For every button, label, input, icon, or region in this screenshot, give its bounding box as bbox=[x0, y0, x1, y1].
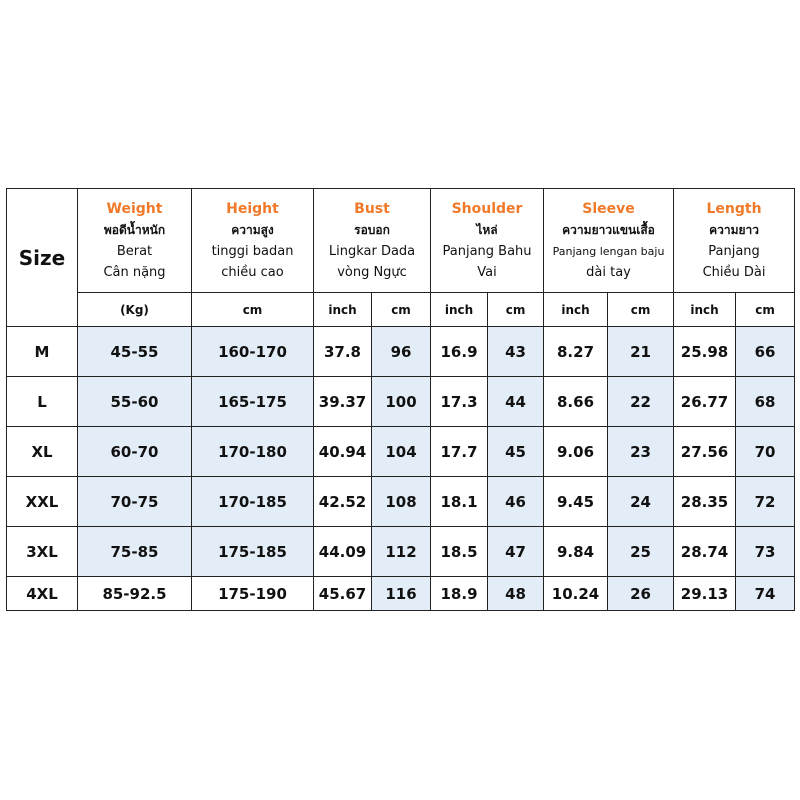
length-header: Length ความยาว Panjang Chiều Dài bbox=[674, 189, 795, 293]
unit-cell: inch bbox=[544, 293, 608, 327]
unit-cell: inch bbox=[674, 293, 736, 327]
table-cell: 100 bbox=[372, 377, 431, 427]
table-cell: 160-170 bbox=[192, 327, 314, 377]
table-cell: 108 bbox=[372, 477, 431, 527]
bust-header: Bust รอบอก Lingkar Dada vòng Ngực bbox=[314, 189, 431, 293]
table-cell: 85-92.5 bbox=[78, 577, 192, 611]
table-cell: 96 bbox=[372, 327, 431, 377]
table-cell: 18.5 bbox=[431, 527, 488, 577]
unit-cell: cm bbox=[488, 293, 544, 327]
table-cell: 27.56 bbox=[674, 427, 736, 477]
table-cell: 60-70 bbox=[78, 427, 192, 477]
unit-cell: cm bbox=[192, 293, 314, 327]
table-cell: 45-55 bbox=[78, 327, 192, 377]
table-cell: 74 bbox=[736, 577, 795, 611]
size-cell: XXL bbox=[7, 477, 78, 527]
table-cell: 46 bbox=[488, 477, 544, 527]
unit-cell: cm bbox=[372, 293, 431, 327]
table-cell: 26 bbox=[608, 577, 674, 611]
table-cell: 22 bbox=[608, 377, 674, 427]
table-cell: 48 bbox=[488, 577, 544, 611]
table-cell: 9.84 bbox=[544, 527, 608, 577]
table-cell: 37.8 bbox=[314, 327, 372, 377]
table-cell: 18.1 bbox=[431, 477, 488, 527]
table-cell: 42.52 bbox=[314, 477, 372, 527]
weight-header: Weight พอดีน้ำหนัก Berat Cân nặng bbox=[78, 189, 192, 293]
table-cell: 55-60 bbox=[78, 377, 192, 427]
unit-cell: cm bbox=[608, 293, 674, 327]
shoulder-header: Shoulder ไหล่ Panjang Bahu Vai bbox=[431, 189, 544, 293]
table-cell: 40.94 bbox=[314, 427, 372, 477]
table-cell: 9.45 bbox=[544, 477, 608, 527]
size-cell: M bbox=[7, 327, 78, 377]
table-cell: 66 bbox=[736, 327, 795, 377]
table-cell: 17.3 bbox=[431, 377, 488, 427]
table-cell: 175-185 bbox=[192, 527, 314, 577]
table-cell: 9.06 bbox=[544, 427, 608, 477]
table-cell: 44.09 bbox=[314, 527, 372, 577]
size-cell: 4XL bbox=[7, 577, 78, 611]
table-cell: 39.37 bbox=[314, 377, 372, 427]
table-cell: 24 bbox=[608, 477, 674, 527]
table-cell: 10.24 bbox=[544, 577, 608, 611]
table-cell: 44 bbox=[488, 377, 544, 427]
unit-cell: (Kg) bbox=[78, 293, 192, 327]
table-row bbox=[7, 377, 795, 427]
table-cell: 70 bbox=[736, 427, 795, 477]
table-cell: 25 bbox=[608, 527, 674, 577]
table-cell: 47 bbox=[488, 527, 544, 577]
table-row bbox=[7, 477, 795, 527]
table-cell: 112 bbox=[372, 527, 431, 577]
table-cell: 70-75 bbox=[78, 477, 192, 527]
table-cell: 8.27 bbox=[544, 327, 608, 377]
table-cell: 28.35 bbox=[674, 477, 736, 527]
table-cell: 18.9 bbox=[431, 577, 488, 611]
table-cell: 72 bbox=[736, 477, 795, 527]
size-cell: L bbox=[7, 377, 78, 427]
table-cell: 45 bbox=[488, 427, 544, 477]
table-cell: 68 bbox=[736, 377, 795, 427]
table-cell: 116 bbox=[372, 577, 431, 611]
height-header: Height ความสูง tinggi badan chiều cao bbox=[192, 189, 314, 293]
header-row bbox=[7, 189, 795, 293]
table-row bbox=[7, 527, 795, 577]
table-cell: 16.9 bbox=[431, 327, 488, 377]
table-cell: 8.66 bbox=[544, 377, 608, 427]
table-cell: 23 bbox=[608, 427, 674, 477]
table-cell: 28.74 bbox=[674, 527, 736, 577]
table-cell: 26.77 bbox=[674, 377, 736, 427]
size-cell: XL bbox=[7, 427, 78, 477]
unit-cell: inch bbox=[431, 293, 488, 327]
table-cell: 25.98 bbox=[674, 327, 736, 377]
units-row bbox=[7, 293, 795, 327]
unit-cell: inch bbox=[314, 293, 372, 327]
table-cell: 170-185 bbox=[192, 477, 314, 527]
unit-cell: cm bbox=[736, 293, 795, 327]
table-row bbox=[7, 577, 795, 611]
table-cell: 43 bbox=[488, 327, 544, 377]
table-cell: 170-180 bbox=[192, 427, 314, 477]
table-row bbox=[7, 427, 795, 477]
table-cell: 165-175 bbox=[192, 377, 314, 427]
size-cell: 3XL bbox=[7, 527, 78, 577]
table-cell: 45.67 bbox=[314, 577, 372, 611]
table-cell: 104 bbox=[372, 427, 431, 477]
table-cell: 17.7 bbox=[431, 427, 488, 477]
table-cell: 75-85 bbox=[78, 527, 192, 577]
table-row bbox=[7, 327, 795, 377]
size-chart-table bbox=[6, 188, 795, 611]
sleeve-header: Sleeve ความยาวแขนเสื้อ Panjang lengan baju dài tay bbox=[544, 189, 674, 293]
table-cell: 73 bbox=[736, 527, 795, 577]
size-header: Size bbox=[7, 189, 78, 327]
table-cell: 29.13 bbox=[674, 577, 736, 611]
table-cell: 175-190 bbox=[192, 577, 314, 611]
table-cell: 21 bbox=[608, 327, 674, 377]
